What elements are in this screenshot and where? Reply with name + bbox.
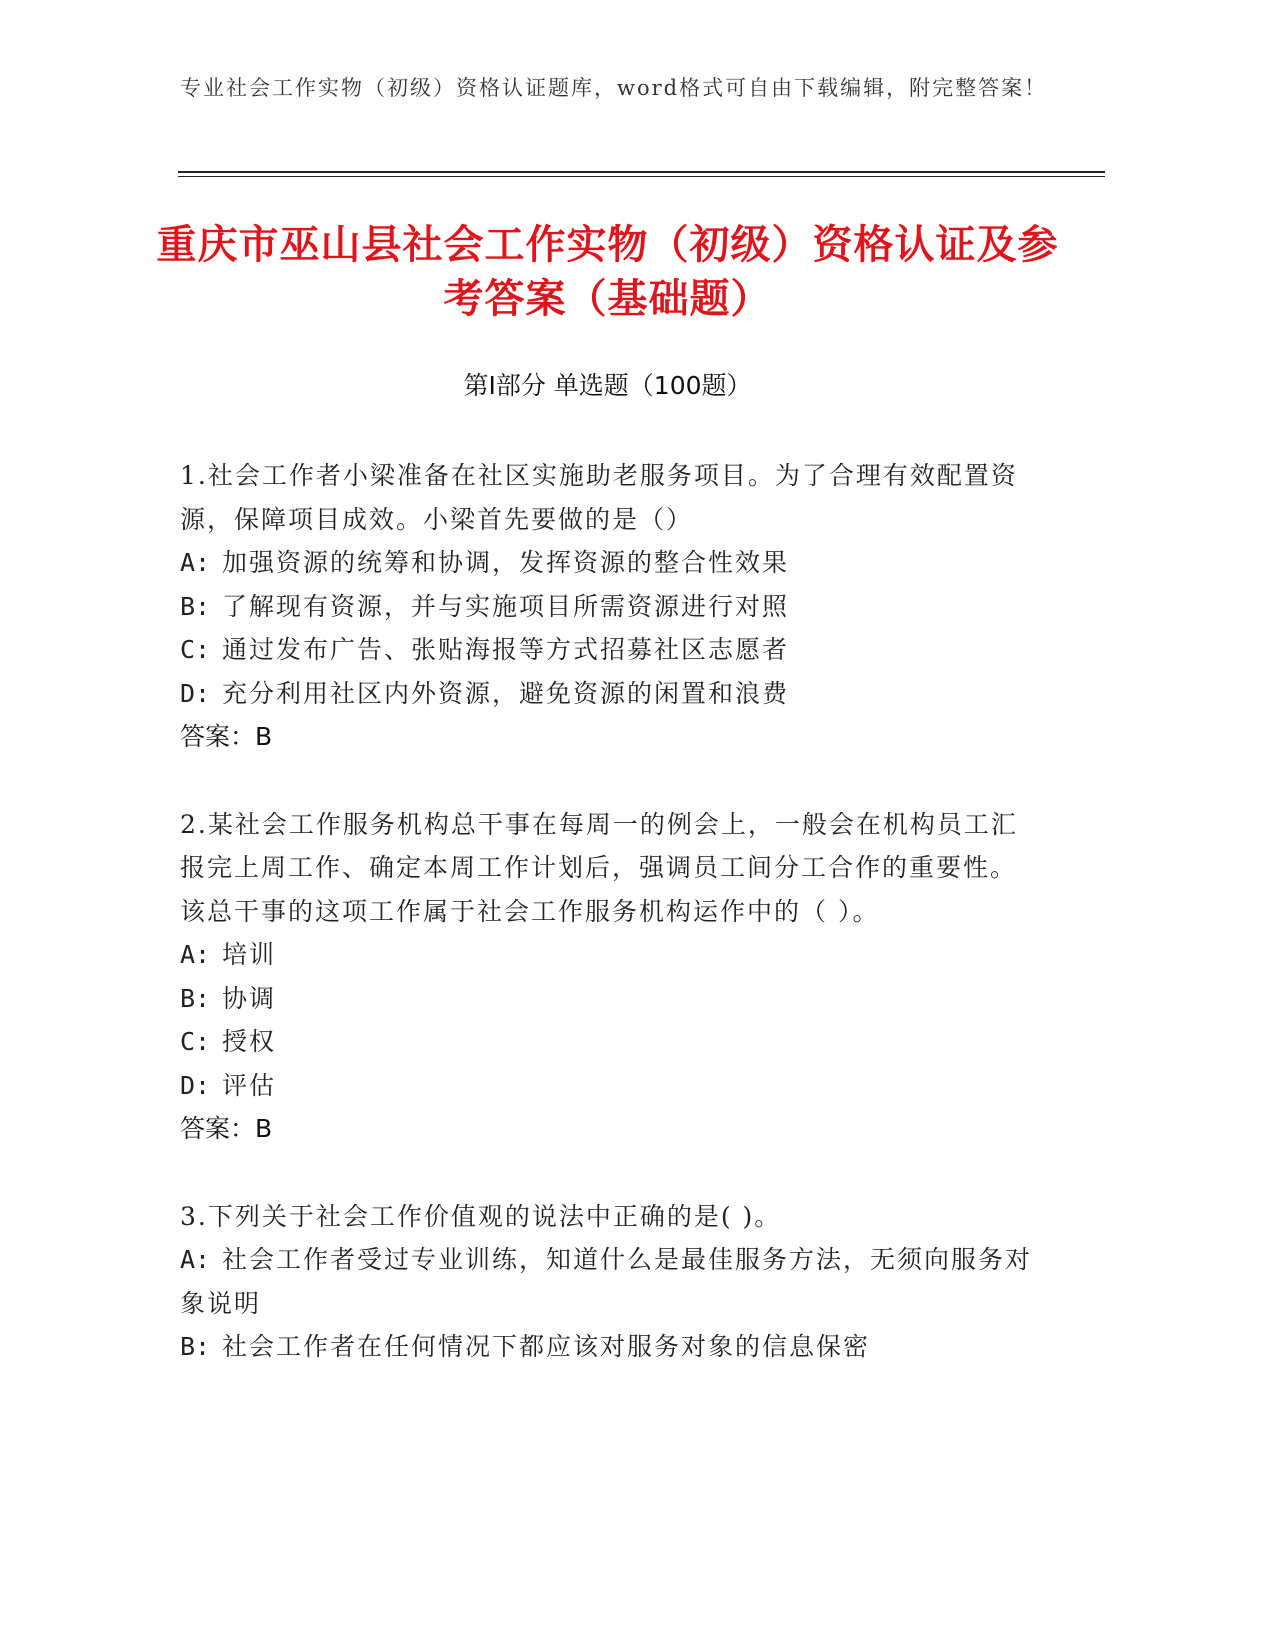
option-d — [180, 1064, 1040, 1108]
option-letter: A: — [180, 1245, 211, 1274]
option-text: 授权 — [222, 1027, 277, 1056]
option-letter: C: — [180, 635, 211, 664]
option-text: 充分利用社区内外资源，避免资源的闲置和浪费 — [222, 678, 790, 708]
option-letter: A: — [180, 548, 211, 577]
section-title: 第Ⅰ部分 单选题（100题） — [463, 371, 752, 400]
question-list — [180, 454, 1040, 1413]
option-b — [180, 977, 1040, 1021]
option-text: 评估 — [222, 1070, 277, 1100]
option-d — [180, 672, 1040, 716]
option-text: 了解现有资源，并与实施项目所需资源进行对照 — [222, 591, 790, 621]
option-a — [180, 541, 1040, 585]
question-2 — [180, 803, 1040, 1151]
option-letter: B: — [180, 1332, 211, 1361]
option-letter: B: — [180, 983, 211, 1013]
option-c — [180, 1020, 1040, 1064]
question-stem: 2.某社会工作服务机构总干事在每周一的例会上，一般会在机构员工汇报完上周工作、确定本周工作计划后，强调员工间分工合作的重要性。该总干事的这项工作属于社会工作服务机构运作中的（ ）。 — [180, 809, 1018, 926]
option-text: 协调 — [222, 983, 277, 1013]
option-c — [180, 628, 1040, 672]
question-stem: 1.社会工作者小梁准备在社区实施助老服务项目。为了合理有效配置资源，保障项目成效。小梁首先要做的是（） — [180, 461, 1018, 534]
option-text: 加强资源的统筹和协调，发挥资源的整合性效果 — [222, 548, 790, 577]
option-letter: A: — [180, 940, 211, 969]
option-a — [180, 1238, 1040, 1325]
option-text: 通过发布广告、张贴海报等方式招募社区志愿者 — [222, 635, 790, 664]
option-a — [180, 933, 1040, 977]
question-1 — [180, 454, 1040, 759]
option-letter: C: — [180, 1027, 211, 1056]
header-divider-thick — [178, 171, 1105, 173]
question-stem: 3.下列关于社会工作价值观的说法中正确的是( )。 — [180, 1201, 782, 1231]
option-b — [180, 585, 1040, 629]
answer-line: 答案：B — [180, 1114, 273, 1143]
document-title: 重庆市巫山县社会工作实物（初级）资格认证及参考答案（基础题） — [156, 222, 1059, 322]
header-divider-thin — [178, 176, 1105, 177]
option-letter: D: — [180, 1070, 211, 1100]
header-note: 专业社会工作实物（初级）资格认证题库，word格式可自由下载编辑，附完整答案！ — [180, 76, 1048, 100]
option-text: 社会工作者受过专业训练，知道什么是最佳服务方法，无须向服务对象说明 — [180, 1245, 1033, 1318]
answer-line: 答案：B — [180, 722, 273, 751]
question-3 — [180, 1195, 1040, 1369]
option-text: 社会工作者在任何情况下都应该对服务对象的信息保密 — [222, 1332, 871, 1361]
option-letter: B: — [180, 591, 211, 621]
option-text: 培训 — [222, 940, 277, 969]
option-letter: D: — [180, 678, 211, 708]
option-b — [180, 1325, 1040, 1369]
